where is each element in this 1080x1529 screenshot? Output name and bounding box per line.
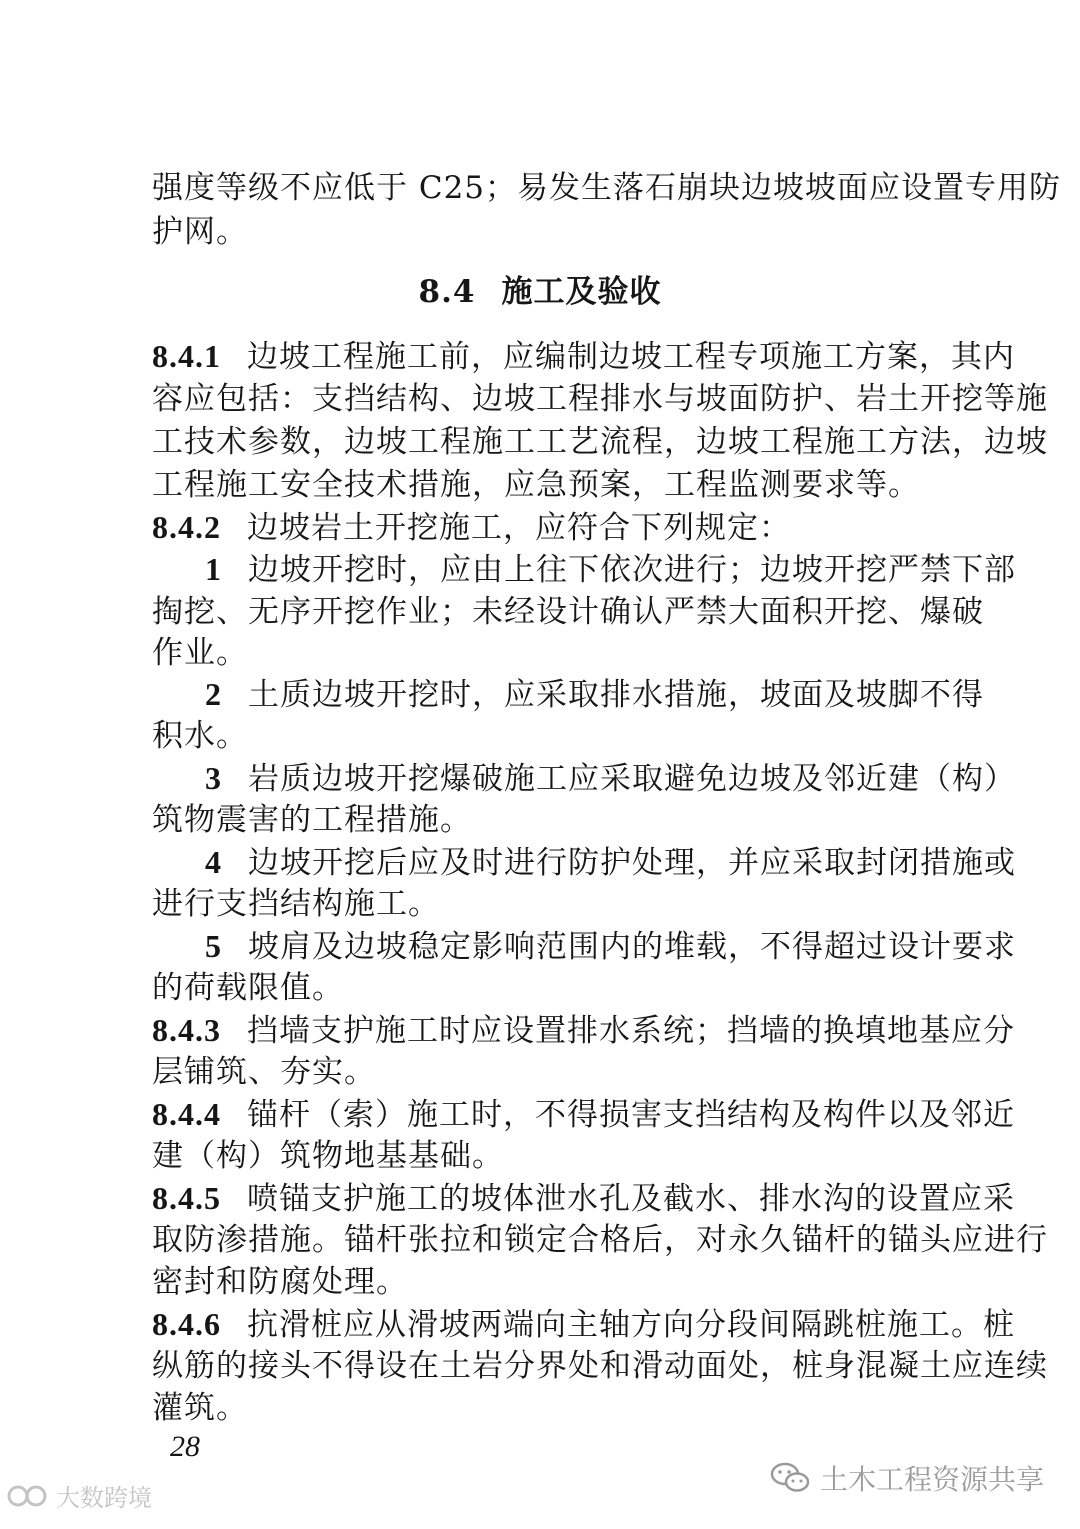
item-number: 1: [205, 551, 222, 587]
clause-line: 密封和防腐处理。: [152, 1264, 408, 1300]
item-text: 岩质边坡开挖爆破施工应采取避免边坡及邻近建（构）: [248, 761, 1016, 797]
clause-line: 取防渗措施。锚杆张拉和锁定合格后，对永久锚杆的锚头应进行: [152, 1222, 1048, 1258]
clause-number: 8.4.2: [152, 509, 221, 545]
item-number: 3: [205, 760, 222, 796]
item-number: 2: [205, 676, 222, 712]
watermark-right-text: 土木工程资源共享: [819, 1463, 1044, 1496]
text-line: 护网。: [152, 214, 248, 250]
clause-line: 工技术参数，边坡工程施工工艺流程，边坡工程施工方法，边坡: [152, 424, 1048, 460]
section-number: 8.4: [418, 274, 476, 310]
clause-text: 锚杆（索）施工时，不得损害支挡结构及构件以及邻近: [247, 1097, 1015, 1133]
item-line: [205, 674, 984, 715]
clause-line: [152, 336, 1015, 377]
wechat-icon: [770, 1461, 810, 1495]
page-number: 28: [170, 1430, 200, 1463]
clause-line: 建（构）筑物地基基础。: [152, 1138, 504, 1174]
clause-text: 喷锚支护施工的坡体泄水孔及截水、排水沟的设置应采: [247, 1181, 1015, 1217]
clause-line: 工程施工安全技术措施，应急预案，工程监测要求等。: [152, 467, 920, 503]
section-title: 施工及验收: [501, 274, 662, 310]
clause-line: 层铺筑、夯实。: [152, 1054, 376, 1090]
clause-text: 边坡工程施工前，应编制边坡工程专项施工方案，其内: [247, 339, 1015, 375]
clause-text: 挡墙支护施工时应设置排水系统；挡墙的换填地基应分: [247, 1013, 1015, 1049]
item-line: [205, 926, 1016, 967]
item-line: 作业。: [152, 635, 248, 671]
clause-line: [152, 507, 791, 548]
clause-text: 边坡岩土开挖施工，应符合下列规定：: [247, 510, 791, 546]
watermark-right: [770, 1458, 1044, 1498]
item-text: 边坡开挖后应及时进行防护处理，并应采取封闭措施或: [248, 845, 1016, 881]
clause-line: [152, 1178, 1015, 1219]
section-heading: [0, 272, 1080, 312]
item-text: 坡肩及边坡稳定影响范围内的堆载，不得超过设计要求: [248, 929, 1016, 965]
item-line: 掏挖、无序开挖作业；未经设计确认严禁大面积开挖、爆破: [152, 594, 984, 630]
item-line: [205, 758, 1016, 799]
item-line: [205, 842, 1016, 883]
clause-number: 8.4.4: [152, 1096, 221, 1132]
clause-number: 8.4.3: [152, 1012, 221, 1048]
clause-number: 8.4.1: [152, 338, 221, 374]
item-line: 进行支挡结构施工。: [152, 886, 440, 922]
item-line: 筑物震害的工程措施。: [152, 802, 472, 838]
clause-line: 纵筋的接头不得设在土岩分界处和滑动面处，桩身混凝土应连续: [152, 1348, 1048, 1384]
item-line: 积水。: [152, 718, 248, 754]
brand-logo-icon: [6, 1482, 50, 1510]
clause-line: [152, 1094, 1015, 1135]
item-text: 边坡开挖时，应由上往下依次进行；边坡开挖严禁下部: [248, 552, 1016, 588]
text-line: 强度等级不应低于 C25；易发生落石崩块边坡坡面应设置专用防: [152, 170, 1062, 206]
clause-line: [152, 1304, 1015, 1345]
item-number: 4: [205, 844, 222, 880]
item-line: [205, 549, 1016, 590]
item-line: 的荷载限值。: [152, 970, 344, 1006]
item-number: 5: [205, 928, 222, 964]
clause-number: 8.4.5: [152, 1180, 221, 1216]
item-text: 土质边坡开挖时，应采取排水措施，坡面及坡脚不得: [248, 677, 984, 713]
clause-number: 8.4.6: [152, 1306, 221, 1342]
clause-text: 抗滑桩应从滑坡两端向主轴方向分段间隔跳桩施工。桩: [247, 1307, 1015, 1343]
clause-line: 灌筑。: [152, 1390, 248, 1426]
clause-line: 容应包括：支挡结构、边坡工程排水与坡面防护、岩土开挖等施: [152, 381, 1048, 417]
watermark-left-text: 大数跨境: [56, 1484, 152, 1512]
watermark-left: [6, 1478, 152, 1513]
clause-line: [152, 1010, 1015, 1051]
